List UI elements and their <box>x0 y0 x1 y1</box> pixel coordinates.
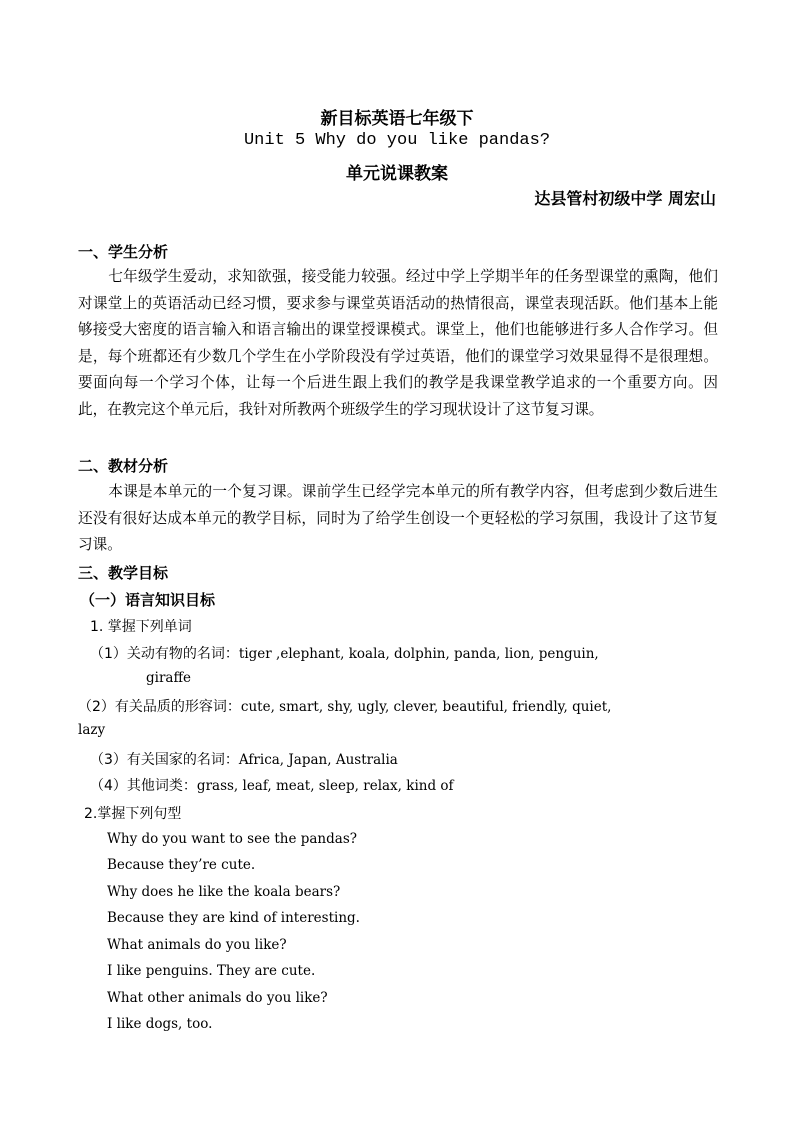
sentence-line: I like dogs, too. <box>107 1016 213 1032</box>
student-analysis-paragraph <box>78 264 718 423</box>
vocab-label: （4）其他词类： <box>90 778 197 794</box>
vocab-words: cute, smart, shy, ugly, clever, beautiful, friendly, quiet, <box>240 699 612 715</box>
sentence-line: Because they are kind of interesting. <box>107 910 360 926</box>
sentence-line: What animals do you like? <box>107 937 287 953</box>
document-title: 新目标英语七年级下 <box>320 109 474 129</box>
vocab-line <box>90 775 454 795</box>
section-heading-material-analysis: 二、教材分析 <box>78 457 169 475</box>
vocab-line <box>78 722 105 738</box>
material-analysis-text: 本课是本单元的一个复习课。课前学生已经学完本单元的所有教学内容，但考虑到少数后进生还没有很好达成本单元的教学目标，同时为了给学生创设一个更轻松的学习氛围，我设计了这节复习课。 <box>78 483 718 553</box>
vocab-words: tiger ,elephant, koala, dolphin, panda, lion, penguin, <box>238 646 599 662</box>
material-analysis-paragraph <box>78 479 718 559</box>
document-subtitle: 单元说课教案 <box>346 164 448 184</box>
section-heading-student-analysis: 一、学生分析 <box>78 243 169 261</box>
goal-item-sentences: 2.掌握下列句型 <box>84 806 182 822</box>
vocab-line <box>90 643 599 663</box>
sentence-line: What other animals do you like? <box>107 990 328 1006</box>
sentence-line: Why do you want to see the pandas? <box>107 831 357 847</box>
author-line: 达县管村初级中学 周宏山 <box>534 189 716 208</box>
vocab-label: （3）有关国家的名词： <box>90 752 239 768</box>
vocab-words: lazy <box>78 722 106 738</box>
student-analysis-text: 七年级学生爱动，求知欲强，接受能力较强。经过中学上学期半年的任务型课堂的熏陶，他们对课堂上的英语活动已经习惯，要求参与课堂英语活动的热情很高，课堂表现活跃。他们基本上能够接受大密度的语言输入和语言输出的课堂授课模式。课堂上，他们也能够进行多人合作学习。但是，每个班都还有少数几个学生在小学阶段没有学过英语，他们的课堂学习效果显得不是很理想。要面向每一个学习个体，让每一个后进生跟上我们的教学是我课堂教学追求的一个重要方向。因此，在教完这个单元后，我针对所教两个班级学生的学习现状设计了这节复习课。 <box>78 268 718 418</box>
vocab-line <box>146 670 191 686</box>
sentence-line: I like penguins. They are cute. <box>107 963 316 979</box>
vocab-line <box>90 749 398 769</box>
unit-title: Unit 5 Why do you like pandas? <box>243 131 551 150</box>
subsection-heading-language-knowledge: （一）语言知识目标 <box>80 591 216 609</box>
vocab-label: （2）有关品质的形容词： <box>78 699 241 715</box>
sentence-line: Why does he like the koala bears? <box>107 884 341 900</box>
section-heading-teaching-goals: 三、教学目标 <box>78 564 169 582</box>
vocab-words: Africa, Japan, Australia <box>238 752 398 768</box>
goal-item-vocabulary: 1. 掌握下列单词 <box>90 619 192 635</box>
vocab-words: giraffe <box>146 670 192 686</box>
vocab-words: grass, leaf, meat, sleep, relax, kind of <box>196 778 454 794</box>
sentence-line: Because they’re cute. <box>107 857 256 873</box>
vocab-line <box>78 696 611 716</box>
vocab-label: （1）关动有物的名词： <box>90 646 239 662</box>
